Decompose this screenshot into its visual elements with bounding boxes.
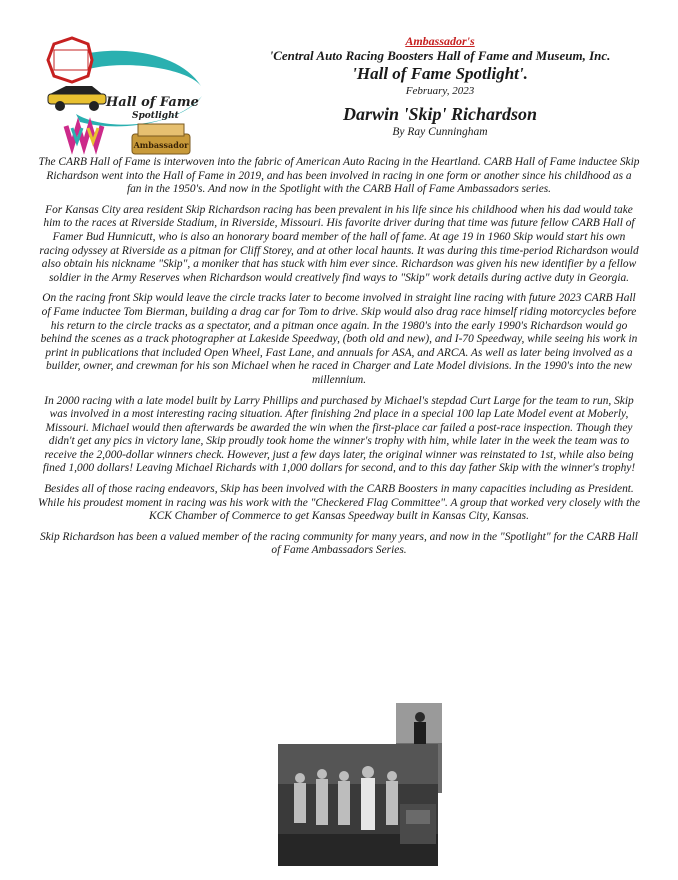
- byline: By Ray Cunningham: [392, 126, 488, 138]
- colorful-figures-icon: [66, 126, 102, 146]
- ambassador-badge-text: Ambassador: [133, 140, 189, 150]
- issue-date: February, 2023: [405, 85, 475, 97]
- spotlight-title: 'Hall of Fame Spotlight'.: [352, 64, 528, 83]
- red-badge-shape: [48, 38, 92, 82]
- logo-script-line1: Hall of Fame: [106, 95, 199, 110]
- carb-hall-of-fame-logo: [36, 36, 206, 158]
- ambassadors-title: Ambassador's: [405, 34, 475, 48]
- article-paragraph: Skip Richardson has been a valued member of the racing community for many years, and now in the "Spotlight" for the CARB Hall of Fame Ambassadors Series.: [40, 530, 638, 557]
- article-body: [38, 156, 640, 565]
- race-car-icon: [50, 86, 102, 94]
- logo-script-line2: Spotlight: [132, 111, 179, 121]
- article-paragraph: For Kansas City area resident Skip Richardson racing has been prevalent in his life since his childhood when his dad would take him to the races at Riverside Stadium, in Riverside, Missouri. His favorite driver during that time was future fellow CARB Hall of Famer Bud Hunnicutt, who is also an honorary board member of the hall of fame. At age 19 in 1960 Skip would start his own racing odyssey at Riverside as a pitman for Cliff Storey, and at other local haunts. It was during this time-period Richardson would also obtain his nickname "Skip", a moniker that has stuck with him ever since. Richardson was given his new identifier by a fellow soldier in the Army Reserves when Richardson would creatively find ways to "Skip" work details during active duty in Georgia.: [39, 203, 639, 284]
- article-paragraph: In 2000 racing with a late model built by Larry Phillips and purchased by Michael's stepdad Curt Large for the team to run, Skip was involved in a most interesting racing situation. After finishing 2nd place in a special 100 lap Late Model event at Moberly, Missouri. Michael would then afterwards be awarded the win when the first-place car failed a post-race inspection. Though they didn't get any pics in victory lane, Skip proudly took home the winner's trophy with him, while later in the week the team was to receive the 2,000-dollar winners check. However, just a few days later, the original winner was reinstated to 1st, while also being fined 1,000 dollars! Leaving Michael Richards with 1,000 dollars for second, and to this day father Skip with the winner's trophy!: [42, 394, 636, 475]
- photo-racing-crew-group: [278, 744, 438, 866]
- article-paragraph: The CARB Hall of Fame is interwoven into the fabric of American Auto Racing in the Heartland. CARB Hall of Fame inductee Skip Richardson went into the Hall of Fame in 2019, and has been involved in racing in one form or another since his childhood as a fan in the 1950's. And now in the Spotlight with the CARB Hall of Fame Ambassadors series.: [38, 156, 640, 196]
- newsletter-header: [220, 34, 660, 139]
- organization-name: 'Central Auto Racing Boosters Hall of Fame and Museum, Inc.: [269, 48, 611, 63]
- article-paragraph: On the racing front Skip would leave the circle tracks later to become involved in straight line racing with future 2023 CARB Hall of Fame inductee Tom Bierman, building a drag car for Tom to drive. Skip would also drag race himself riding motorcycles before his return to the circle tracks as a spectator, and a pitman once again. In the 1980's into the early 1990's Richardson would go behind the scenes as a track photographer at Lakeside Speedway, (both old and new), and I-70 Speedway, while seeing his work in print in publications that included Open Wheel, Fast Lane, and annuals for ASA, and ARCA. As well as later being involved as a builder, owner, and crewman for his son Michael when he raced in Charger and Late Model divisions. In the 1990's into the new millennium.: [40, 292, 638, 386]
- subject-name: Darwin 'Skip' Richardson: [342, 104, 538, 124]
- article-paragraph: Besides all of those racing endeavors, Skip has been involved with the CARB Boosters in many capacities including as President. While his proudest moment in racing was his work with the "Checkered Flag Committee". A group that worked very closely with the KCK Chamber of Commerce to get Kansas Speedway built in Kansas City, Kansas.: [38, 483, 641, 523]
